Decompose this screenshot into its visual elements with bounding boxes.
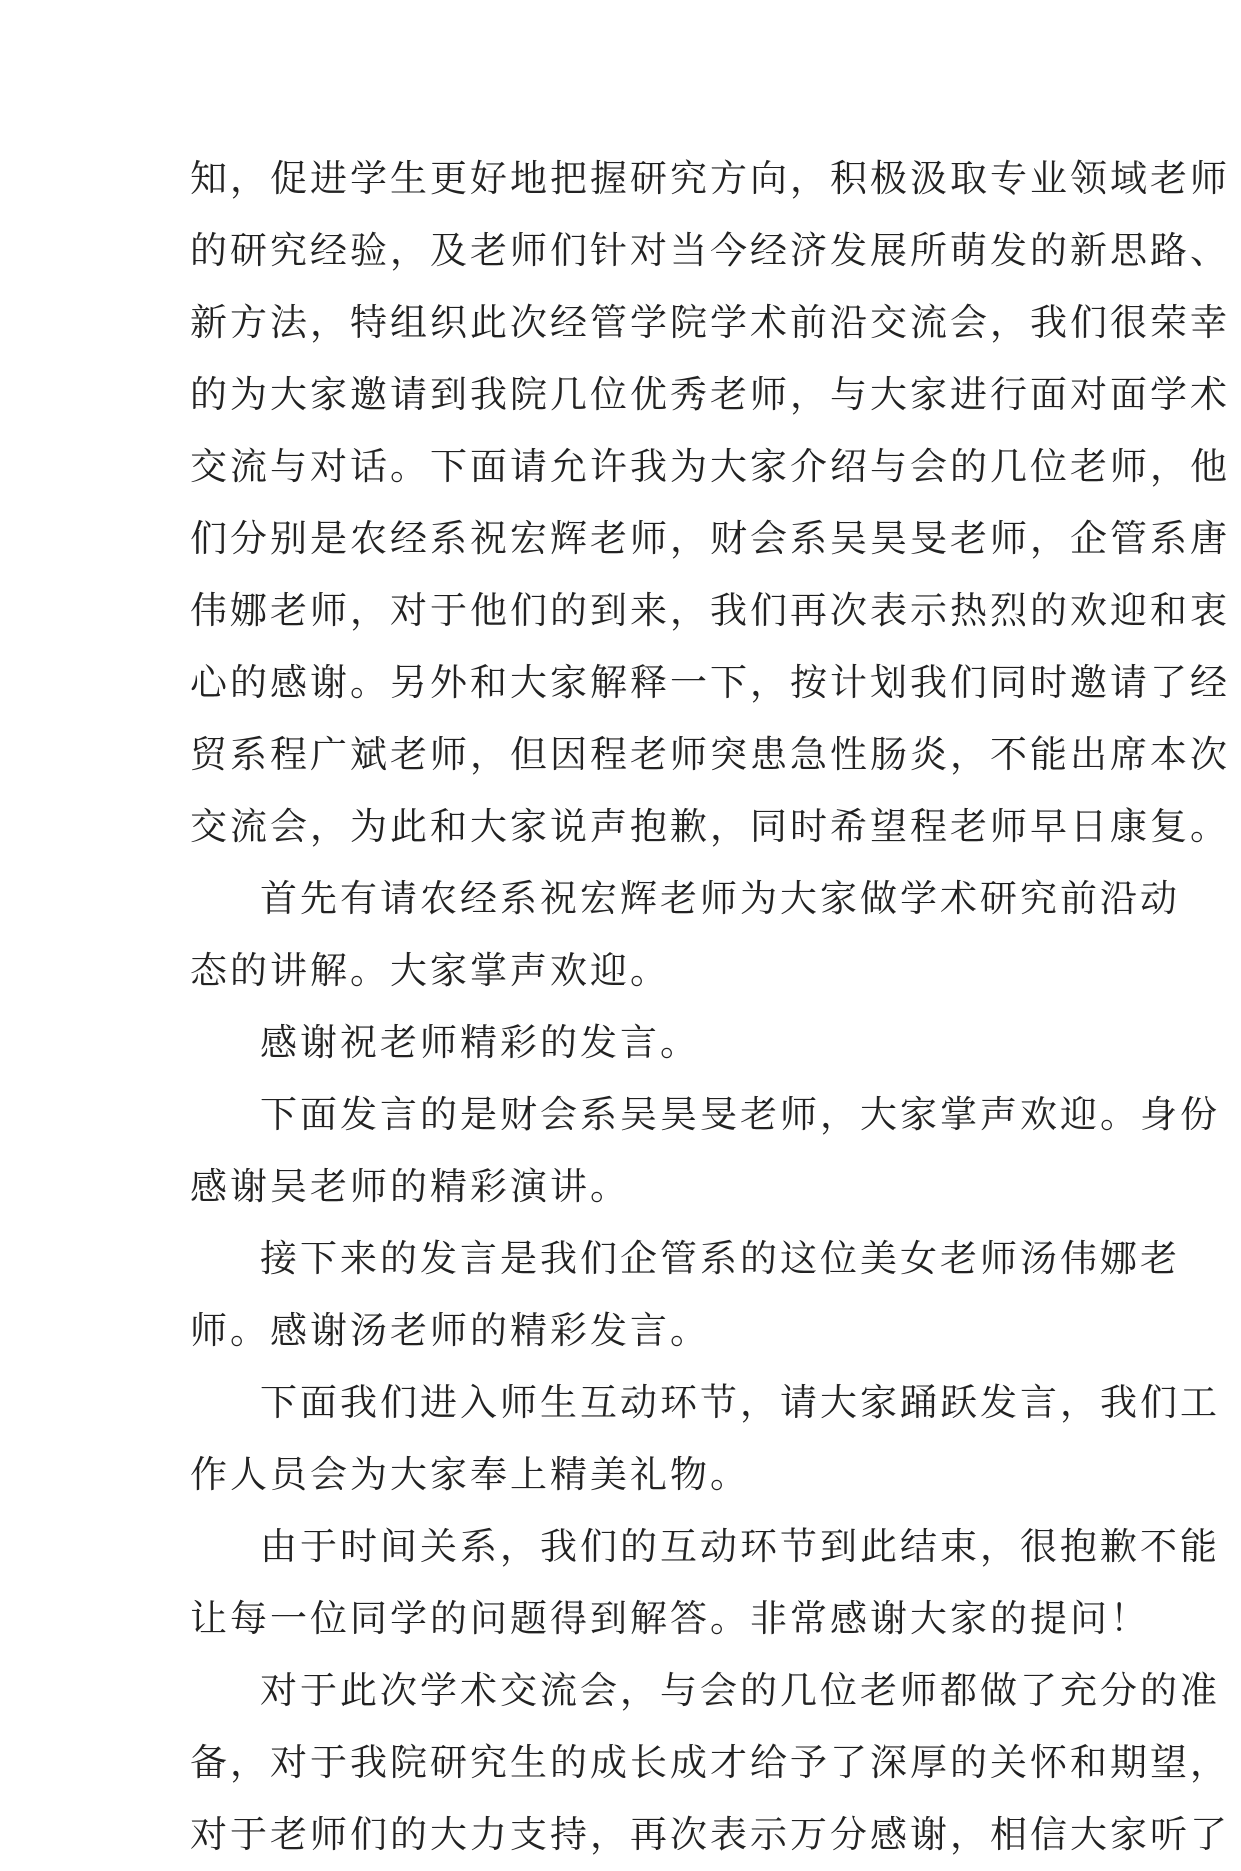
text-line: 的研究经验，及老师们针对当今经济发展所萌发的新思路、 (190, 229, 1230, 272)
text-line: 新方法，特组织此次经管学院学术前沿交流会，我们很荣幸 (190, 301, 1230, 344)
paragraph-start-line: 感谢祝老师精彩的发言。 (260, 1021, 700, 1064)
paragraph-start-line: 下面我们进入师生互动环节，请大家踊跃发言，我们工 (260, 1381, 1220, 1424)
text-line: 贸系程广斌老师，但因程老师突患急性肠炎，不能出席本次 (190, 733, 1230, 776)
document-body (190, 143, 1230, 1871)
text-line: 作人员会为大家奉上精美礼物。 (190, 1453, 750, 1496)
paragraph-start-line: 由于时间关系，我们的互动环节到此结束，很抱歉不能 (260, 1525, 1220, 1568)
text-line: 交流会，为此和大家说声抱歉，同时希望程老师早日康复。 (190, 805, 1230, 848)
text-line: 的为大家邀请到我院几位优秀老师，与大家进行面对面学术 (190, 373, 1230, 416)
text-line: 态的讲解。大家掌声欢迎。 (190, 949, 670, 992)
text-line: 师。感谢汤老师的精彩发言。 (190, 1309, 710, 1352)
paragraph-start-line: 接下来的发言是我们企管系的这位美女老师汤伟娜老 (260, 1237, 1180, 1280)
text-line: 们分别是农经系祝宏辉老师，财会系吴昊旻老师，企管系唐 (190, 517, 1230, 560)
text-line: 交流与对话。下面请允许我为大家介绍与会的几位老师，他 (190, 445, 1230, 488)
text-line: 备，对于我院研究生的成长成才给予了深厚的关怀和期望， (190, 1741, 1230, 1784)
text-line: 知，促进学生更好地把握研究方向，积极汲取专业领域老师 (190, 157, 1230, 200)
text-line: 心的感谢。另外和大家解释一下，按计划我们同时邀请了经 (190, 661, 1230, 704)
paragraph-start-line: 对于此次学术交流会，与会的几位老师都做了充分的准 (260, 1669, 1220, 1712)
paragraph-start-line: 首先有请农经系祝宏辉老师为大家做学术研究前沿动 (260, 877, 1180, 920)
text-line: 伟娜老师，对于他们的到来，我们再次表示热烈的欢迎和衷 (190, 589, 1230, 632)
paragraph-start-line: 下面发言的是财会系吴昊旻老师，大家掌声欢迎。身份 (260, 1093, 1220, 1136)
text-line: 感谢吴老师的精彩演讲。 (190, 1165, 630, 1208)
text-line: 对于老师们的大力支持，再次表示万分感谢，相信大家听了 (190, 1813, 1230, 1856)
text-line: 让每一位同学的问题得到解答。非常感谢大家的提问！ (190, 1597, 1150, 1640)
